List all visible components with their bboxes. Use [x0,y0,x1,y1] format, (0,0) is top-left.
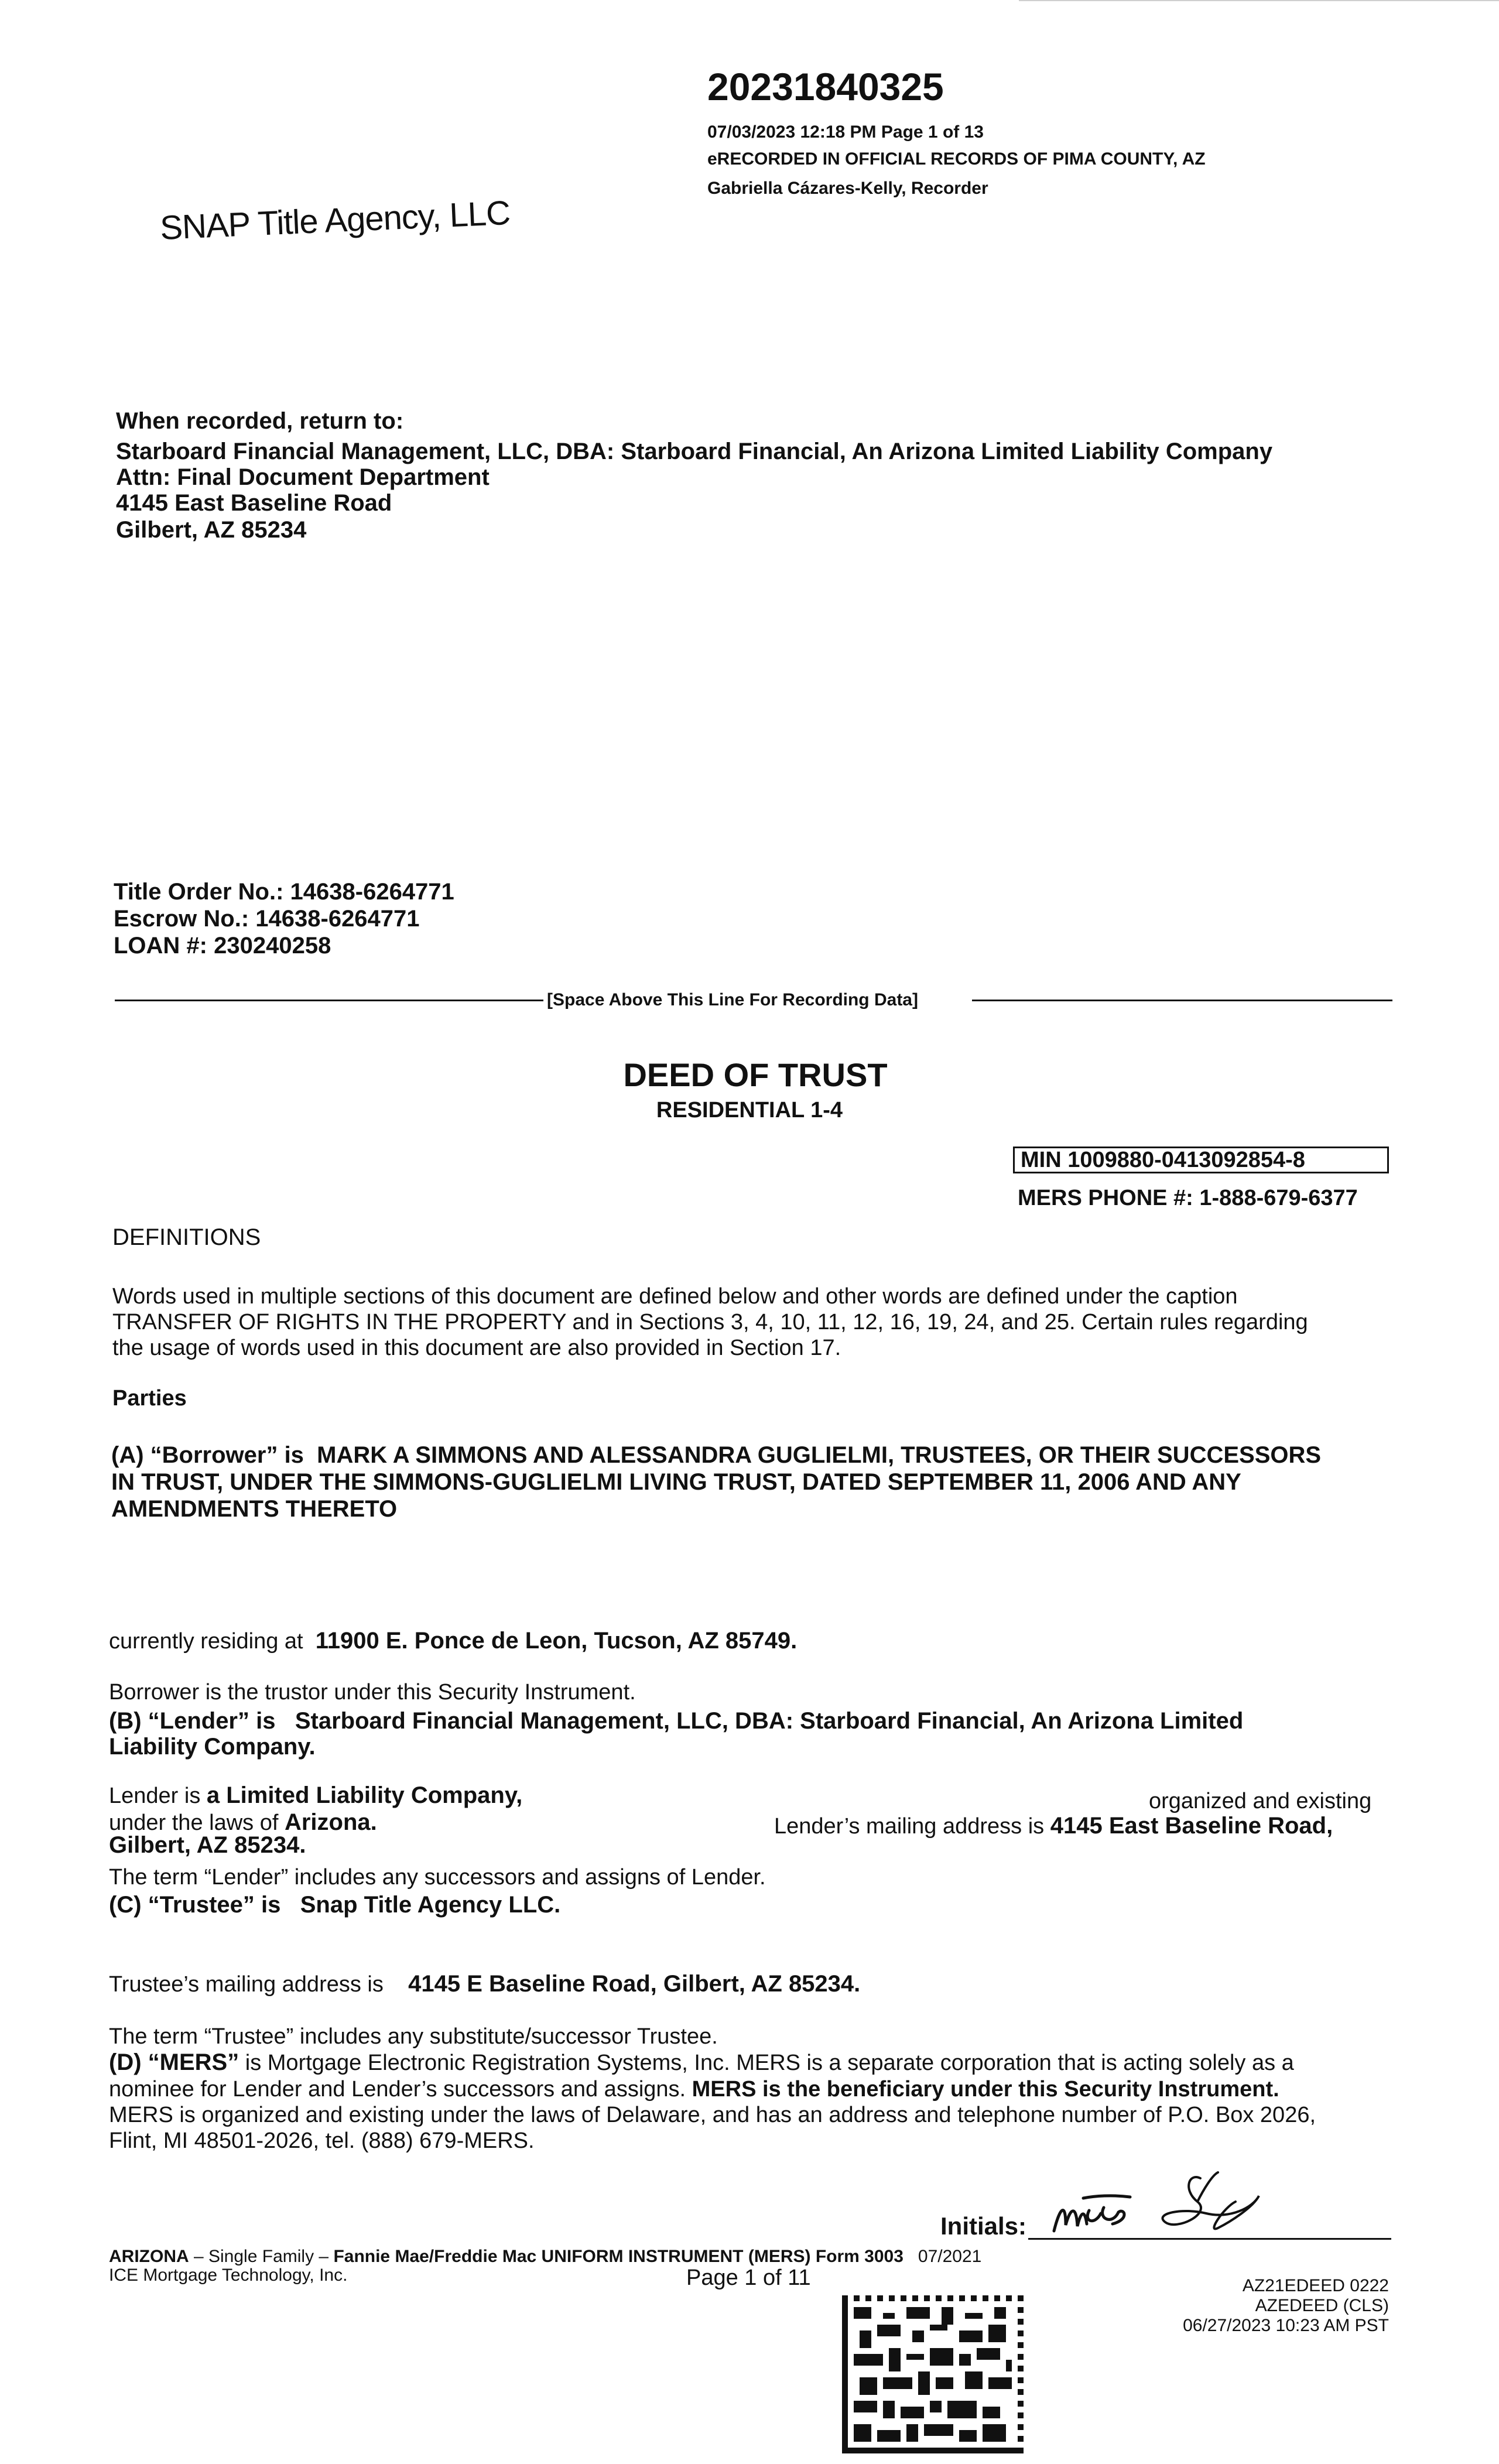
trustee-mailing-value: 4145 E Baseline Road, Gilbert, AZ 85234. [408,1971,861,1997]
lender-laws-value: Arizona. [284,1809,377,1835]
return-to-line-2: Attn: Final Document Department [116,464,490,490]
mers-label: (D) “MERS” [109,2049,239,2075]
title-order-number: Title Order No.: 14638-6264771 [114,879,454,905]
recording-info-line-1: 07/03/2023 12:18 PM Page 1 of 13 [707,122,984,142]
escrow-number: Escrow No.: 14638-6264771 [114,906,420,932]
borrower-label: (A) “Borrower” is [111,1442,304,1468]
definitions-text-line-1: Words used in multiple sections of this document are defined below and other words are defined under the caption [112,1284,1238,1309]
form-identifier [109,2246,981,2267]
lender-mailing-label: Lender’s mailing address is [774,1814,1045,1839]
parties-heading: Parties [112,1386,187,1411]
mers-text-line-3: MERS is organized and existing under the laws of Delaware, and has an address and telephone number of P.O. Box 2026, [109,2103,1316,2127]
lender-organized-text: organized and existing [1149,1789,1372,1813]
trustee-label: (C) “Trustee” is [109,1892,281,1918]
definitions-text-line-2: TRANSFER OF RIGHTS IN THE PROPERTY and in Sections 3, 4, 10, 11, 12, 16, 19, 24, and 25. Certain rules regarding [112,1310,1308,1334]
lender-is-value: a Limited Liability Company, [206,1782,523,1808]
min-number-box: MIN 1009880-0413092854-8 [1013,1147,1389,1173]
trustee-term-line: The term “Trustee” includes any substitute/successor Trustee. [109,2024,718,2049]
mers-beneficiary-statement: MERS is the beneficiary under this Security Instrument. [692,2077,1279,2102]
initials-label: Initials: [940,2212,1027,2240]
borrower-name-line-2: IN TRUST, UNDER THE SIMMONS-GUGLIELMI LIVING TRUST, DATED SEPTEMBER 11, 2006 AND ANY [111,1469,1241,1495]
return-to-line-3: 4145 East Baseline Road [116,490,392,516]
form-timestamp: 06/27/2023 10:23 AM PST [1183,2316,1389,2335]
form-state: ARIZONA [109,2247,189,2266]
lender-is-label: Lender is [109,1784,201,1808]
borrower-residence [109,1628,797,1654]
return-to-line-1: Starboard Financial Management, LLC, DBA: Starboard Financial, An Arizona Limited Liability Company [116,439,1273,464]
lender-laws-label: under the laws of [109,1811,279,1835]
recording-divider-label: [Space Above This Line For Recording Data] [547,990,918,1009]
form-date: 07/2021 [918,2247,982,2266]
scan-edge-line [1019,0,1499,1]
lender-name-line-1: Starboard Financial Management, LLC, DBA: Starboard Financial, An Arizona Limited [295,1708,1244,1734]
trustee-mailing-label: Trustee’s mailing address is [109,1972,384,1997]
title-agency-stamp: SNAP Title Agency, LLC [159,193,511,247]
borrower-name-line-3: AMENDMENTS THERETO [111,1496,398,1522]
barcode-icon [842,2295,1024,2453]
lender-mailing-value-2: Gilbert, AZ 85234. [109,1832,306,1858]
form-instrument: Fannie Mae/Freddie Mac UNIFORM INSTRUMENT (MERS) Form 3003 [333,2247,903,2266]
residing-label: currently residing at [109,1629,303,1654]
residing-address: 11900 E. Ponce de Leon, Tucson, AZ 85749. [315,1628,798,1654]
initials-signature-1 [1048,2190,1142,2243]
return-to-line-4: Gilbert, AZ 85234 [116,517,307,543]
mers-text-line-4: Flint, MI 48501-2026, tel. (888) 679-MERS. [109,2128,535,2153]
lender-definition [109,1707,1243,1734]
loan-number: LOAN #: 230240258 [114,933,331,959]
mers-definition-line-2 [109,2076,1279,2102]
return-to-label: When recorded, return to: [116,408,404,434]
mers-text-line-1: is Mortgage Electronic Registration Systems, Inc. MERS is a separate corporation that is acting solely as a [245,2051,1294,2075]
definitions-heading: DEFINITIONS [112,1224,261,1250]
divider-left [115,1000,543,1001]
document-number: 20231840325 [707,65,944,108]
recording-info-line-3: Gabriella Cázares-Kelly, Recorder [707,179,988,198]
initials-signature-2 [1142,2167,1276,2249]
trustee-value: Snap Title Agency LLC. [300,1892,561,1918]
form-code-2: AZEDEED (CLS) [1255,2296,1389,2315]
mers-definition-line-1 [109,2049,1294,2076]
divider-right [972,1000,1392,1001]
mers-text-line-2a: nominee for Lender and Lender’s successors and assigns. [109,2077,686,2102]
form-type: – Single Family – [189,2247,334,2266]
lender-entity-type [109,1782,522,1809]
borrower-name-line-1: MARK A SIMMONS AND ALESSANDRA GUGLIELMI, TRUSTEES, OR THEIR SUCCESSORS [317,1442,1322,1468]
lender-mailing [774,1813,1333,1839]
lender-term-line: The term “Lender” includes any successors and assigns of Lender. [109,1865,766,1890]
borrower-definition [111,1442,1321,1469]
form-code-1: AZ21EDEED 0222 [1242,2276,1389,2295]
trustee-definition [109,1891,560,1918]
mers-phone: MERS PHONE #: 1-888-679-6377 [1018,1186,1358,1210]
document-subtitle: RESIDENTIAL 1-4 [656,1098,843,1123]
form-company: ICE Mortgage Technology, Inc. [109,2265,348,2285]
lender-mailing-value: 4145 East Baseline Road, [1050,1813,1333,1839]
recording-info-line-2: eRECORDED IN OFFICIAL RECORDS OF PIMA COUNTY, AZ [707,149,1206,169]
page-number: Page 1 of 11 [686,2265,811,2290]
lender-label: (B) “Lender” is [109,1708,276,1734]
lender-name-line-2: Liability Company. [109,1734,316,1760]
definitions-text-line-3: the usage of words used in this document are also provided in Section 17. [112,1336,841,1360]
trustee-mailing [109,1971,860,1997]
borrower-trustor-line: Borrower is the trustor under this Security Instrument. [109,1680,636,1705]
document-title: DEED OF TRUST [623,1056,888,1093]
